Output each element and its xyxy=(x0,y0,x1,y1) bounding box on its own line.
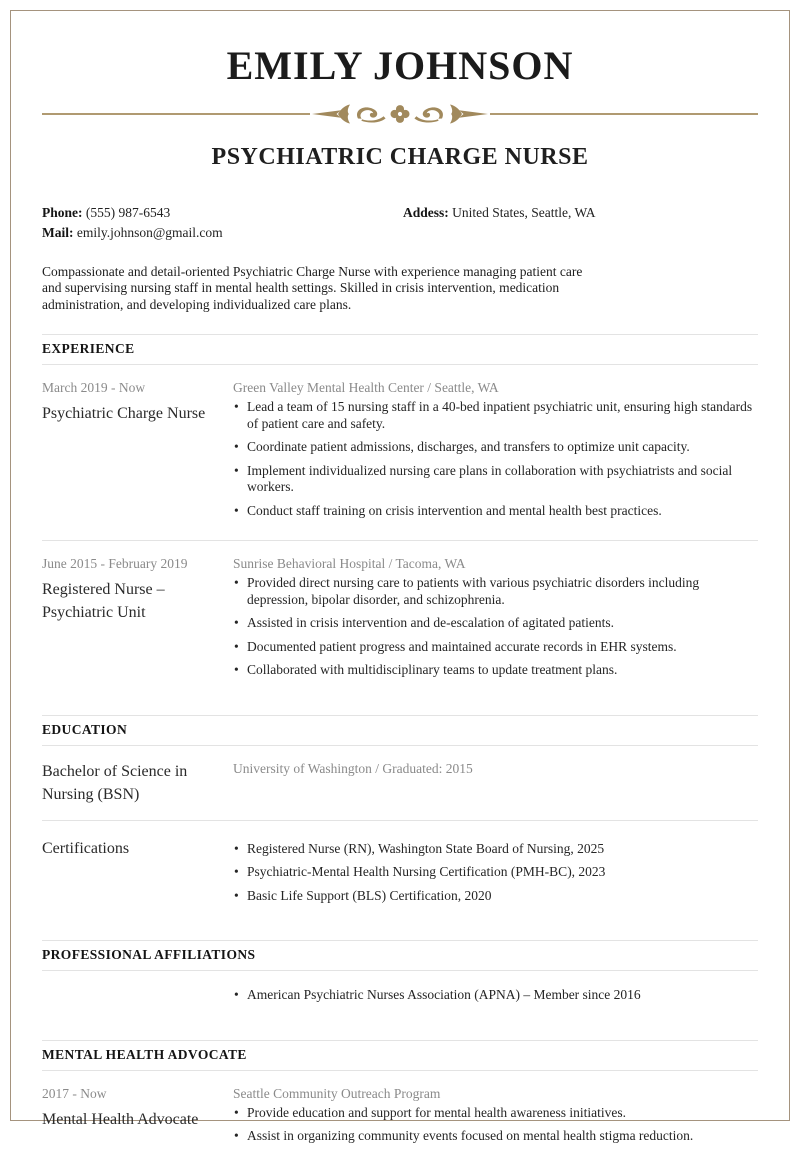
divider-line-left xyxy=(42,113,310,115)
entry-company: Green Valley Mental Health Center / Seattle, WA xyxy=(233,380,499,396)
bullet-list xyxy=(233,841,758,905)
entry-title: Registered Nurse – Psychiatric Unit xyxy=(42,581,165,622)
summary-text: Compassionate and detail-oriented Psychiatric Charge Nurse with experience managing patient care and supervising nursing staff in mental health settings. Skilled in crisis intervention, medication administration, and developing individualized care plans. xyxy=(42,263,583,312)
phone-label: Phone: xyxy=(42,204,83,220)
bullet-item: • American Psychiatric Nurses Association (APNA) – Member since 2016 xyxy=(233,987,758,1004)
resume-job-title: PSYCHIATRIC CHARGE NURSE xyxy=(211,144,589,170)
phone-value: (555) 987-6543 xyxy=(85,204,171,220)
section-affiliations xyxy=(42,940,758,1011)
entry-company: Sunrise Behavioral Hospital / Tacoma, WA xyxy=(233,556,466,572)
phone-row xyxy=(42,203,403,223)
entry-separator xyxy=(42,540,758,541)
ornament-divider xyxy=(42,103,758,125)
entry-right xyxy=(233,379,758,526)
education-entry xyxy=(42,760,758,806)
affiliation-entry xyxy=(42,987,758,1011)
divider-line-right xyxy=(490,113,758,115)
entry-title: Bachelor of Science in Nursing (BSN) xyxy=(42,762,188,803)
entry-right xyxy=(233,987,758,1011)
entry-title: Mental Health Advocate xyxy=(42,1110,199,1128)
entry-date: June 2015 - February 2019 xyxy=(42,556,188,572)
advocacy-heading: MENTAL HEALTH ADVOCATE xyxy=(42,1040,758,1071)
bullet-item: • Assist in organizing community events focused on mental health stigma reduction. xyxy=(233,1128,758,1145)
education-heading: EDUCATION xyxy=(42,715,758,746)
education-entry xyxy=(42,837,758,912)
bullet-list xyxy=(233,1105,758,1145)
address-row xyxy=(403,203,758,223)
experience-entry xyxy=(42,379,758,526)
entry-date: March 2019 - Now xyxy=(42,380,146,396)
entry-right xyxy=(233,760,758,806)
entry-organization: Seattle Community Outreach Program xyxy=(233,1085,441,1101)
entry-left xyxy=(42,987,233,1011)
bullet-item: • Registered Nurse (RN), Washington State Board of Nursing, 2025 xyxy=(233,841,758,858)
address-label: Addess: xyxy=(403,204,449,220)
experience-entry xyxy=(42,555,758,686)
bullet-item: • Provide education and support for mental health awareness initiatives. xyxy=(233,1105,758,1122)
bullet-item: • Lead a team of 15 nursing staff in a 40-bed inpatient psychiatric unit, ensuring high standards of patient care and safety. xyxy=(233,399,758,432)
entry-title: Certifications xyxy=(42,839,130,857)
entry-detail: University of Washington / Graduated: 2015 xyxy=(233,760,473,776)
bullet-item: • Conduct staff training on crisis intervention and mental health best practices. xyxy=(233,503,758,520)
bullet-item: • Psychiatric-Mental Health Nursing Certification (PMH-BC), 2023 xyxy=(233,864,758,881)
bullet-item: • Coordinate patient admissions, discharges, and transfers to optimize unit capacity. xyxy=(233,439,758,456)
mail-value: emily.johnson@gmail.com xyxy=(76,224,223,240)
advocacy-entry xyxy=(42,1085,758,1152)
entry-right xyxy=(233,555,758,686)
experience-heading: EXPERIENCE xyxy=(42,334,758,365)
bullet-item: • Basic Life Support (BLS) Certification, 2020 xyxy=(233,888,758,905)
section-experience xyxy=(42,334,758,686)
entry-title: Psychiatric Charge Nurse xyxy=(42,405,206,423)
affiliations-heading: PROFESSIONAL AFFILIATIONS xyxy=(42,940,758,971)
mail-row xyxy=(42,223,403,243)
entry-left xyxy=(42,760,233,806)
entry-left xyxy=(42,1085,233,1152)
entry-separator xyxy=(42,820,758,821)
bullet-list xyxy=(233,987,758,1004)
section-advocacy xyxy=(42,1040,758,1152)
contact-left-column xyxy=(42,203,403,243)
section-education xyxy=(42,715,758,912)
bullet-item: • Documented patient progress and maintained accurate records in EHR systems. xyxy=(233,639,758,656)
entry-right xyxy=(233,837,758,912)
bullet-list xyxy=(233,399,758,519)
entry-left xyxy=(42,837,233,912)
contact-section xyxy=(42,203,758,243)
bullet-list xyxy=(233,575,758,679)
entry-right xyxy=(233,1085,758,1152)
bullet-item: • Collaborated with multidisciplinary teams to update treatment plans. xyxy=(233,662,758,679)
address-value: United States, Seattle, WA xyxy=(452,204,596,220)
resume-header xyxy=(42,0,758,172)
entry-date: 2017 - Now xyxy=(42,1085,107,1101)
contact-right-column xyxy=(403,203,758,243)
entry-left xyxy=(42,379,233,526)
entry-left xyxy=(42,555,233,686)
mail-label: Mail: xyxy=(42,224,74,240)
bullet-item: • Provided direct nursing care to patients with various psychiatric disorders including depression, bipolar disorder, and schizophrenia. xyxy=(233,575,758,608)
flourish-ornament-icon xyxy=(312,103,488,125)
bullet-item: • Implement individualized nursing care plans in collaboration with psychiatrists and social workers. xyxy=(233,463,758,496)
resume-name: EMILY JOHNSON xyxy=(226,43,574,88)
bullet-item: • Assisted in crisis intervention and de-escalation of agitated patients. xyxy=(233,615,758,632)
